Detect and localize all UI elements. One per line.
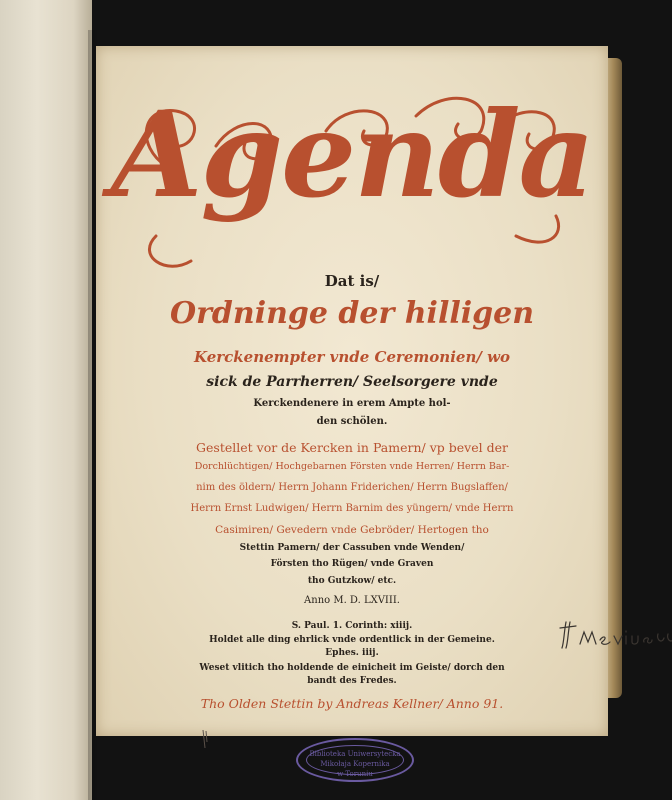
text-line-13: Försten tho Rügen/ vnde Graven (270, 559, 434, 569)
pencil-mark-icon (200, 728, 210, 750)
text-line-14: tho Gutzkow/ etc. (307, 576, 397, 586)
imprint-line: Tho Olden Stettin by Andreas Kellner/ Anno 91. (200, 696, 504, 711)
text-line-9: nim des öldern/ Herrn Johann Friderichen/ Herrn Bugslaffen/ (196, 482, 508, 493)
library-stamp (296, 738, 414, 782)
text-line-11: Casimiren/ Gevedern vnde Gebröder/ Hertogen tho (215, 524, 489, 536)
text-line-6: den schölen. (316, 416, 388, 427)
stamp-text-3: w Toruniu (337, 770, 373, 778)
scripture-text-1: Holdet alle ding ehrlick vnde ordentlick in der Gemeine. (209, 635, 495, 645)
text-line-7: Gestellet vor de Kercken in Pamern/ vp bevel der (196, 440, 508, 455)
subtitle-dat-is: Dat is/ (324, 272, 380, 290)
scripture-ref-ephes: Ephes. iiij. (325, 648, 379, 658)
title-agenda: Agenda (111, 85, 593, 224)
title-page (96, 46, 608, 778)
date-line: Anno M. D. LXVIII. (304, 595, 400, 606)
text-line-10: Herrn Ernst Ludwigen/ Herrn Barnim des yüngern/ vnde Herrn (190, 503, 514, 514)
stamp-text-1: Biblioteka Uniwersytecka (309, 750, 401, 758)
text-line-12: Stettin Pamern/ der Cassuben vnde Wenden/ (239, 543, 465, 553)
stamp-text-2: Mikołaja Kopernika (320, 760, 390, 768)
handwritten-signature (558, 618, 672, 652)
text-line-5: Kerckendenere in erem Ampte hol- (253, 398, 451, 409)
subtitle-ordninge: Ordninge der hilligen (169, 296, 535, 331)
scripture-text-3: bandt des Fredes. (307, 676, 397, 686)
scripture-ref-corinth: S. Paul. 1. Corinth: xiiij. (291, 621, 413, 631)
text-line-4: sick de Parrherren/ Seelsorgere vnde (206, 374, 498, 390)
scripture-text-2: Weset vlitich tho holdende de einicheit im Geiste/ dorch den (199, 663, 505, 673)
text-line-8: Dorchlüchtigen/ Hochgebarnen Försten vnde Herren/ Herrn Bar- (194, 461, 510, 472)
facing-page (0, 0, 92, 800)
text-line-3: Kerckenempter vnde Ceremonien/ wo (194, 348, 510, 366)
